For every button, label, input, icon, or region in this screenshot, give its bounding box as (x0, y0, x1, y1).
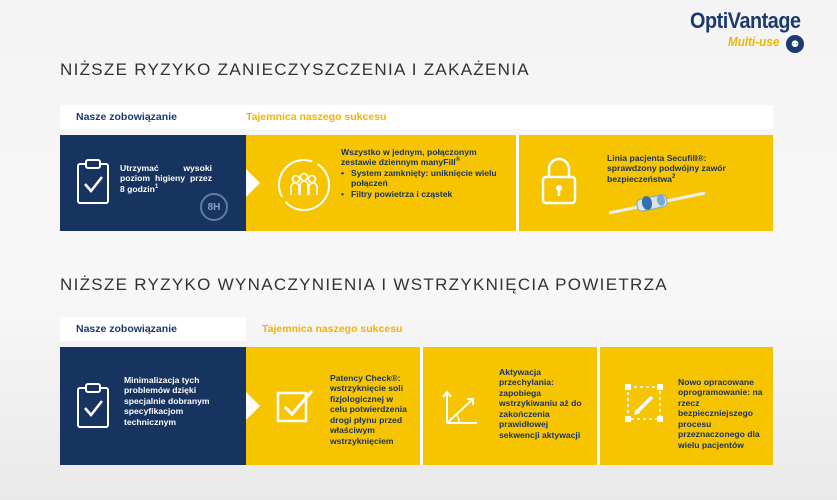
section2-patency-text: Patency Check®: wstrzyknięcie soli fizjologicznej w celu potwierdzenia drogi płynu przed właściwym wstrzyknięciem (330, 373, 407, 446)
checkbox-icon (276, 387, 316, 425)
eight-hours-icon: 8H (200, 193, 228, 221)
section2-panels (60, 347, 773, 465)
people-badge-icon: ⚉ (786, 35, 804, 53)
section2-label-success: Tajemnica naszego sukcesu (262, 323, 403, 335)
section1-label-commitment: Nasze zobowiązanie (76, 111, 177, 123)
section2-label-row (60, 317, 773, 341)
manyfill-bullet: • System zamknięty: uniknięcie wielu połączeń (341, 168, 501, 189)
group-circle-icon (276, 157, 332, 213)
tilt-axes-icon (441, 389, 481, 429)
section2-panel-patency (246, 347, 420, 465)
section1-commitment-text: Utrzymać wysoki poziom higieny przez 8 godzin$^1$ (120, 163, 212, 194)
padlock-icon (539, 155, 579, 205)
section1-panel-manyfill (246, 135, 516, 231)
design-tool-icon (624, 383, 666, 425)
section2-commitment-panel (60, 347, 246, 465)
section2-panel-tilt (423, 347, 597, 465)
brand-sub: Multi-use (728, 34, 780, 49)
chevron-right-icon (246, 169, 260, 197)
section1-commitment-panel (60, 135, 246, 231)
section2-software-text: Nowo opracowane oprogramowanie: na rzecz bezpieczniejszego procesu przeznaczonego dla wielu pacjentów (678, 377, 763, 450)
clipboard-check-icon (76, 383, 110, 429)
section1-label-row (60, 105, 773, 129)
section1-manyfill-text: Wszystko w jednym, połączonym zestawie dziennym manyFill® • System zamknięty: uniknięcie wielu połączeń • Filtry powietrza i cząstek (341, 147, 501, 199)
section1-title: NIŻSZE RYZYKO ZANIECZYSZCZENIA I ZAKAŻENIA (60, 60, 530, 79)
section1-panels (60, 135, 773, 231)
section1-secufill-text: Linia pacjenta Secufill®: sprawdzony podwójny zawór bezpieczeństwa$^2$ (607, 153, 726, 184)
section1-panel-secufill (519, 135, 773, 231)
section2-commitment-text: Minimalizacja tych problemów dzięki specjalnie dobranym specyfikacjom technicznym (124, 375, 210, 427)
section2-title: NIŻSZE RYZYKO WYNACZYNIENIA I WSTRZYKNIĘCIA POWIETRZA (60, 275, 668, 294)
section2-label-commitment: Nasze zobowiązanie (60, 317, 246, 341)
chevron-right-icon (246, 392, 260, 420)
section2-tilt-text: Aktywacja przechylania: zapobiega wstrzykiwaniu aż do zakończenia prawidłowej sekwencji aktywacji (499, 367, 582, 440)
brand-logo (690, 8, 810, 58)
section2-panel-software (600, 347, 773, 465)
valve-connector-icon (607, 189, 707, 217)
brand-name: OptiVantage (690, 8, 801, 33)
section1-label-success: Tajemnica naszego sukcesu (246, 111, 387, 123)
clipboard-check-icon (76, 159, 110, 205)
manyfill-bullet: • Filtry powietrza i cząstek (341, 189, 501, 199)
